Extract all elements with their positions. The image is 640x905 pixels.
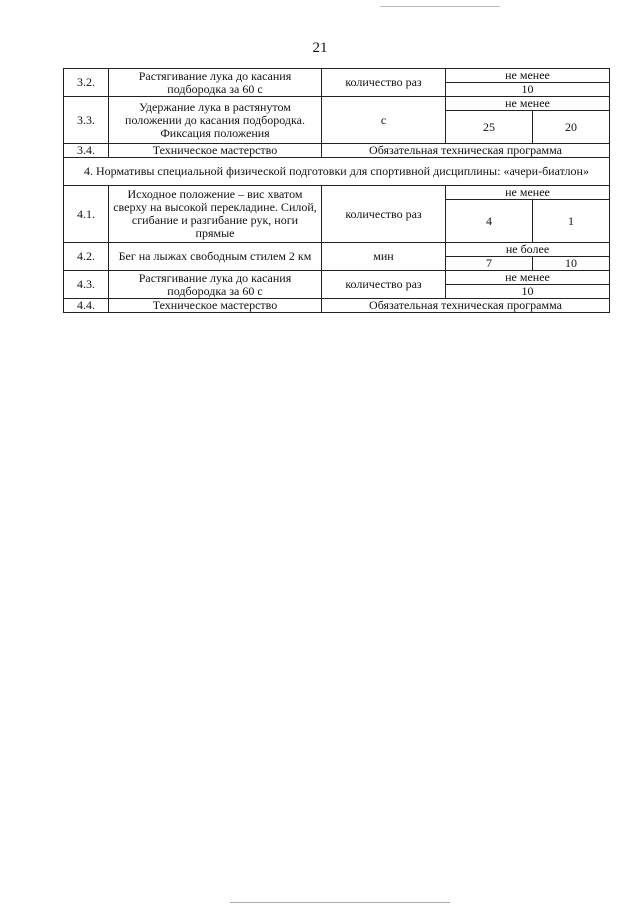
condition-cell: не более xyxy=(446,243,610,257)
section-heading-row xyxy=(64,158,610,186)
value-cell: 1 xyxy=(533,200,610,243)
condition-cell: не менее xyxy=(446,97,610,111)
scan-edge-line xyxy=(230,902,450,903)
unit-cell: с xyxy=(322,97,446,144)
exercise-name: Техническое мастерство xyxy=(109,299,322,313)
table-row xyxy=(64,144,610,158)
exercise-name: Растягивание лука до касания подбородка за 60 с xyxy=(109,271,322,299)
unit-cell: мин xyxy=(322,243,446,271)
value-cell: 20 xyxy=(533,111,610,144)
row-number: 4.1. xyxy=(64,186,109,243)
condition-cell: не менее xyxy=(446,186,610,200)
value-cell: 4 xyxy=(446,200,533,243)
value-cell: 10 xyxy=(446,285,610,299)
table-row xyxy=(64,271,610,285)
row-number: 4.2. xyxy=(64,243,109,271)
value-cell: 25 xyxy=(446,111,533,144)
row-number: 4.4. xyxy=(64,299,109,313)
value-cell: 10 xyxy=(446,83,610,97)
exercise-name: Исходное положение – вис хватом сверху на высокой перекладине. Силой, сгибание и разгибание рук, ноги прямые xyxy=(109,186,322,243)
value-cell: 7 xyxy=(446,257,533,271)
exercise-name: Растягивание лука до касания подбородка за 60 с xyxy=(109,69,322,97)
unit-cell: количество раз xyxy=(322,186,446,243)
table-row xyxy=(64,97,610,111)
table-row xyxy=(64,186,610,200)
scan-edge-line xyxy=(380,6,500,7)
exercise-name: Техническое мастерство xyxy=(109,144,322,158)
unit-cell: количество раз xyxy=(322,69,446,97)
row-number: 4.3. xyxy=(64,271,109,299)
program-cell: Обязательная техническая программа xyxy=(322,144,610,158)
norms-table xyxy=(63,68,610,313)
value-cell: 10 xyxy=(533,257,610,271)
page-number: 21 xyxy=(312,40,328,56)
table-row xyxy=(64,299,610,313)
section-heading: 4. Нормативы специальной физической подготовки для спортивной дисциплины: «ачери-биатлон» xyxy=(64,158,610,186)
condition-cell: не менее xyxy=(446,69,610,83)
table-row xyxy=(64,69,610,83)
exercise-name: Бег на лыжах свободным стилем 2 км xyxy=(109,243,322,271)
row-number: 3.2. xyxy=(64,69,109,97)
program-cell: Обязательная техническая программа xyxy=(322,299,610,313)
exercise-name: Удержание лука в растянутом положении до касания подбородка. Фиксация положения xyxy=(109,97,322,144)
unit-cell: количество раз xyxy=(322,271,446,299)
row-number: 3.4. xyxy=(64,144,109,158)
condition-cell: не менее xyxy=(446,271,610,285)
row-number: 3.3. xyxy=(64,97,109,144)
table-row xyxy=(64,243,610,257)
